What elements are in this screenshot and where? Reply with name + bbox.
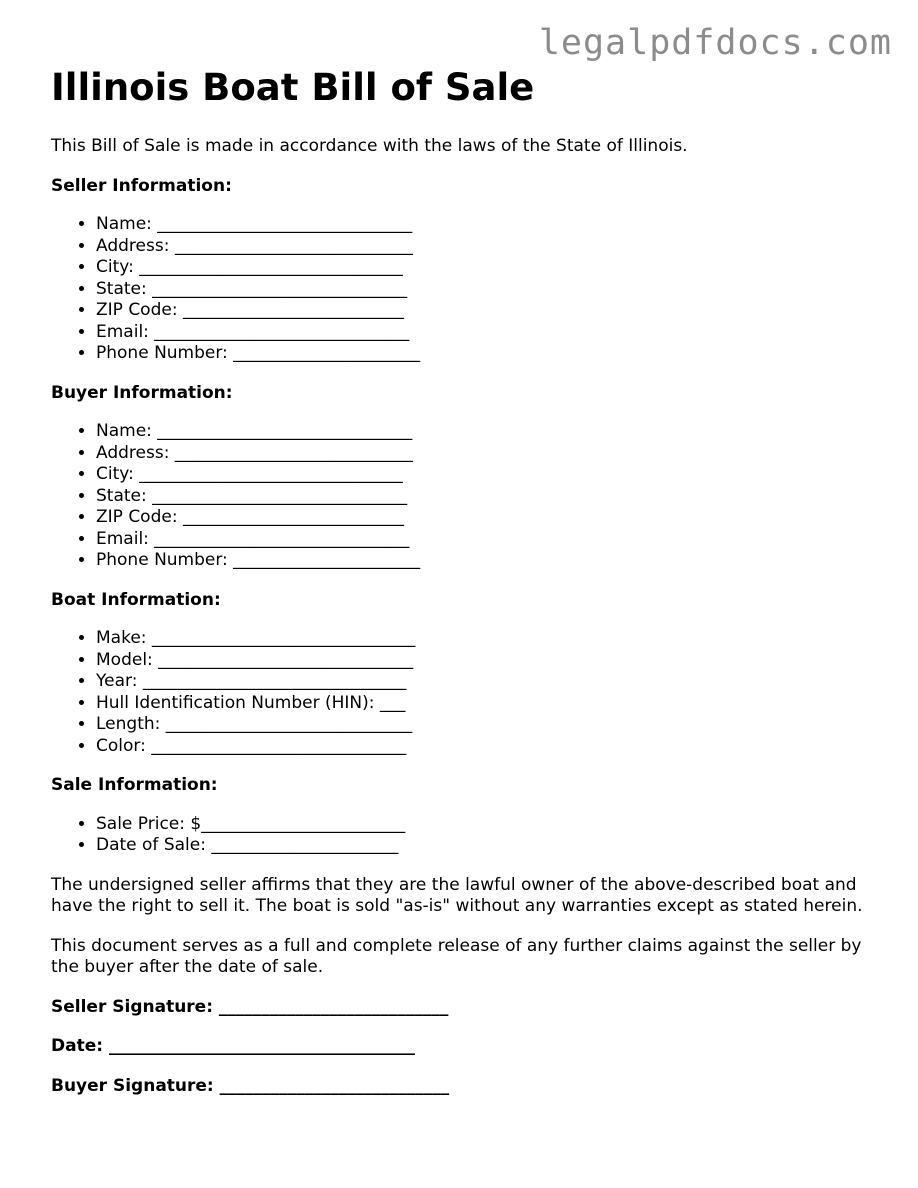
document-page [51,66,881,1115]
boat-heading: Boat Information: [51,589,221,610]
seller-city-field[interactable]: • City: _______________________________ [96,257,881,279]
buyer-address-field[interactable]: • Address: ____________________________ [96,443,881,465]
buyer-heading: Buyer Information: [51,382,233,403]
buyer-signature-field[interactable]: Buyer Signature: ___________________________ [51,1075,450,1096]
boat-year-field[interactable]: • Year: _______________________________ [96,671,881,693]
seller-name-field[interactable]: • Name: ______________________________ [96,214,881,236]
intro-text: This Bill of Sale is made in accordance with the laws of the State of Illinois. [51,136,688,156]
seller-heading: Seller Information: [51,175,232,196]
boat-hin-field[interactable]: • Hull Identification Number (HIN): ___ [96,693,881,715]
buyer-list [51,421,881,572]
seller-state-field[interactable]: • State: ______________________________ [96,279,881,301]
date-signature-field[interactable]: Date: ____________________________________ [51,1036,415,1056]
affirmation-text: The undersigned seller affirms that they are the lawful owner of the above-described boat and have the right to sell it. The boat is sold "as-is" without any warranties except as stated herein. [51,874,863,916]
sale-heading: Sale Information: [51,775,218,795]
sale-date-field[interactable]: • Date of Sale: ______________________ [96,835,881,857]
buyer-state-field[interactable]: • State: ______________________________ [96,486,881,508]
document-title: Illinois Boat Bill of Sale [51,66,535,109]
seller-zip-field[interactable]: • ZIP Code: __________________________ [96,300,881,322]
seller-address-field[interactable]: • Address: ____________________________ [96,236,881,258]
seller-signature-field[interactable]: Seller Signature: ___________________________ [51,996,449,1017]
buyer-email-field[interactable]: • Email: ______________________________ [96,529,881,551]
buyer-phone-field[interactable]: • Phone Number: ______________________ [96,550,881,572]
seller-email-field[interactable]: • Email: ______________________________ [96,322,881,344]
boat-length-field[interactable]: • Length: _____________________________ [96,714,881,736]
boat-model-field[interactable]: • Model: ______________________________ [96,650,881,672]
buyer-city-field[interactable]: • City: _______________________________ [96,464,881,486]
buyer-name-field[interactable]: • Name: ______________________________ [96,421,881,443]
sale-price-field[interactable]: • Sale Price: $________________________ [96,814,881,836]
sale-list [51,814,881,857]
seller-phone-field[interactable]: • Phone Number: ______________________ [96,343,881,365]
watermark: legalpdfdocs.com [538,23,892,63]
buyer-zip-field[interactable]: • ZIP Code: __________________________ [96,507,881,529]
release-text: This document serves as a full and complete release of any further claims against the seller by the buyer after the date of sale. [51,935,862,977]
boat-list [51,628,881,757]
seller-list [51,214,881,365]
boat-make-field[interactable]: • Make: _______________________________ [96,628,881,650]
boat-color-field[interactable]: • Color: ______________________________ [96,736,881,758]
